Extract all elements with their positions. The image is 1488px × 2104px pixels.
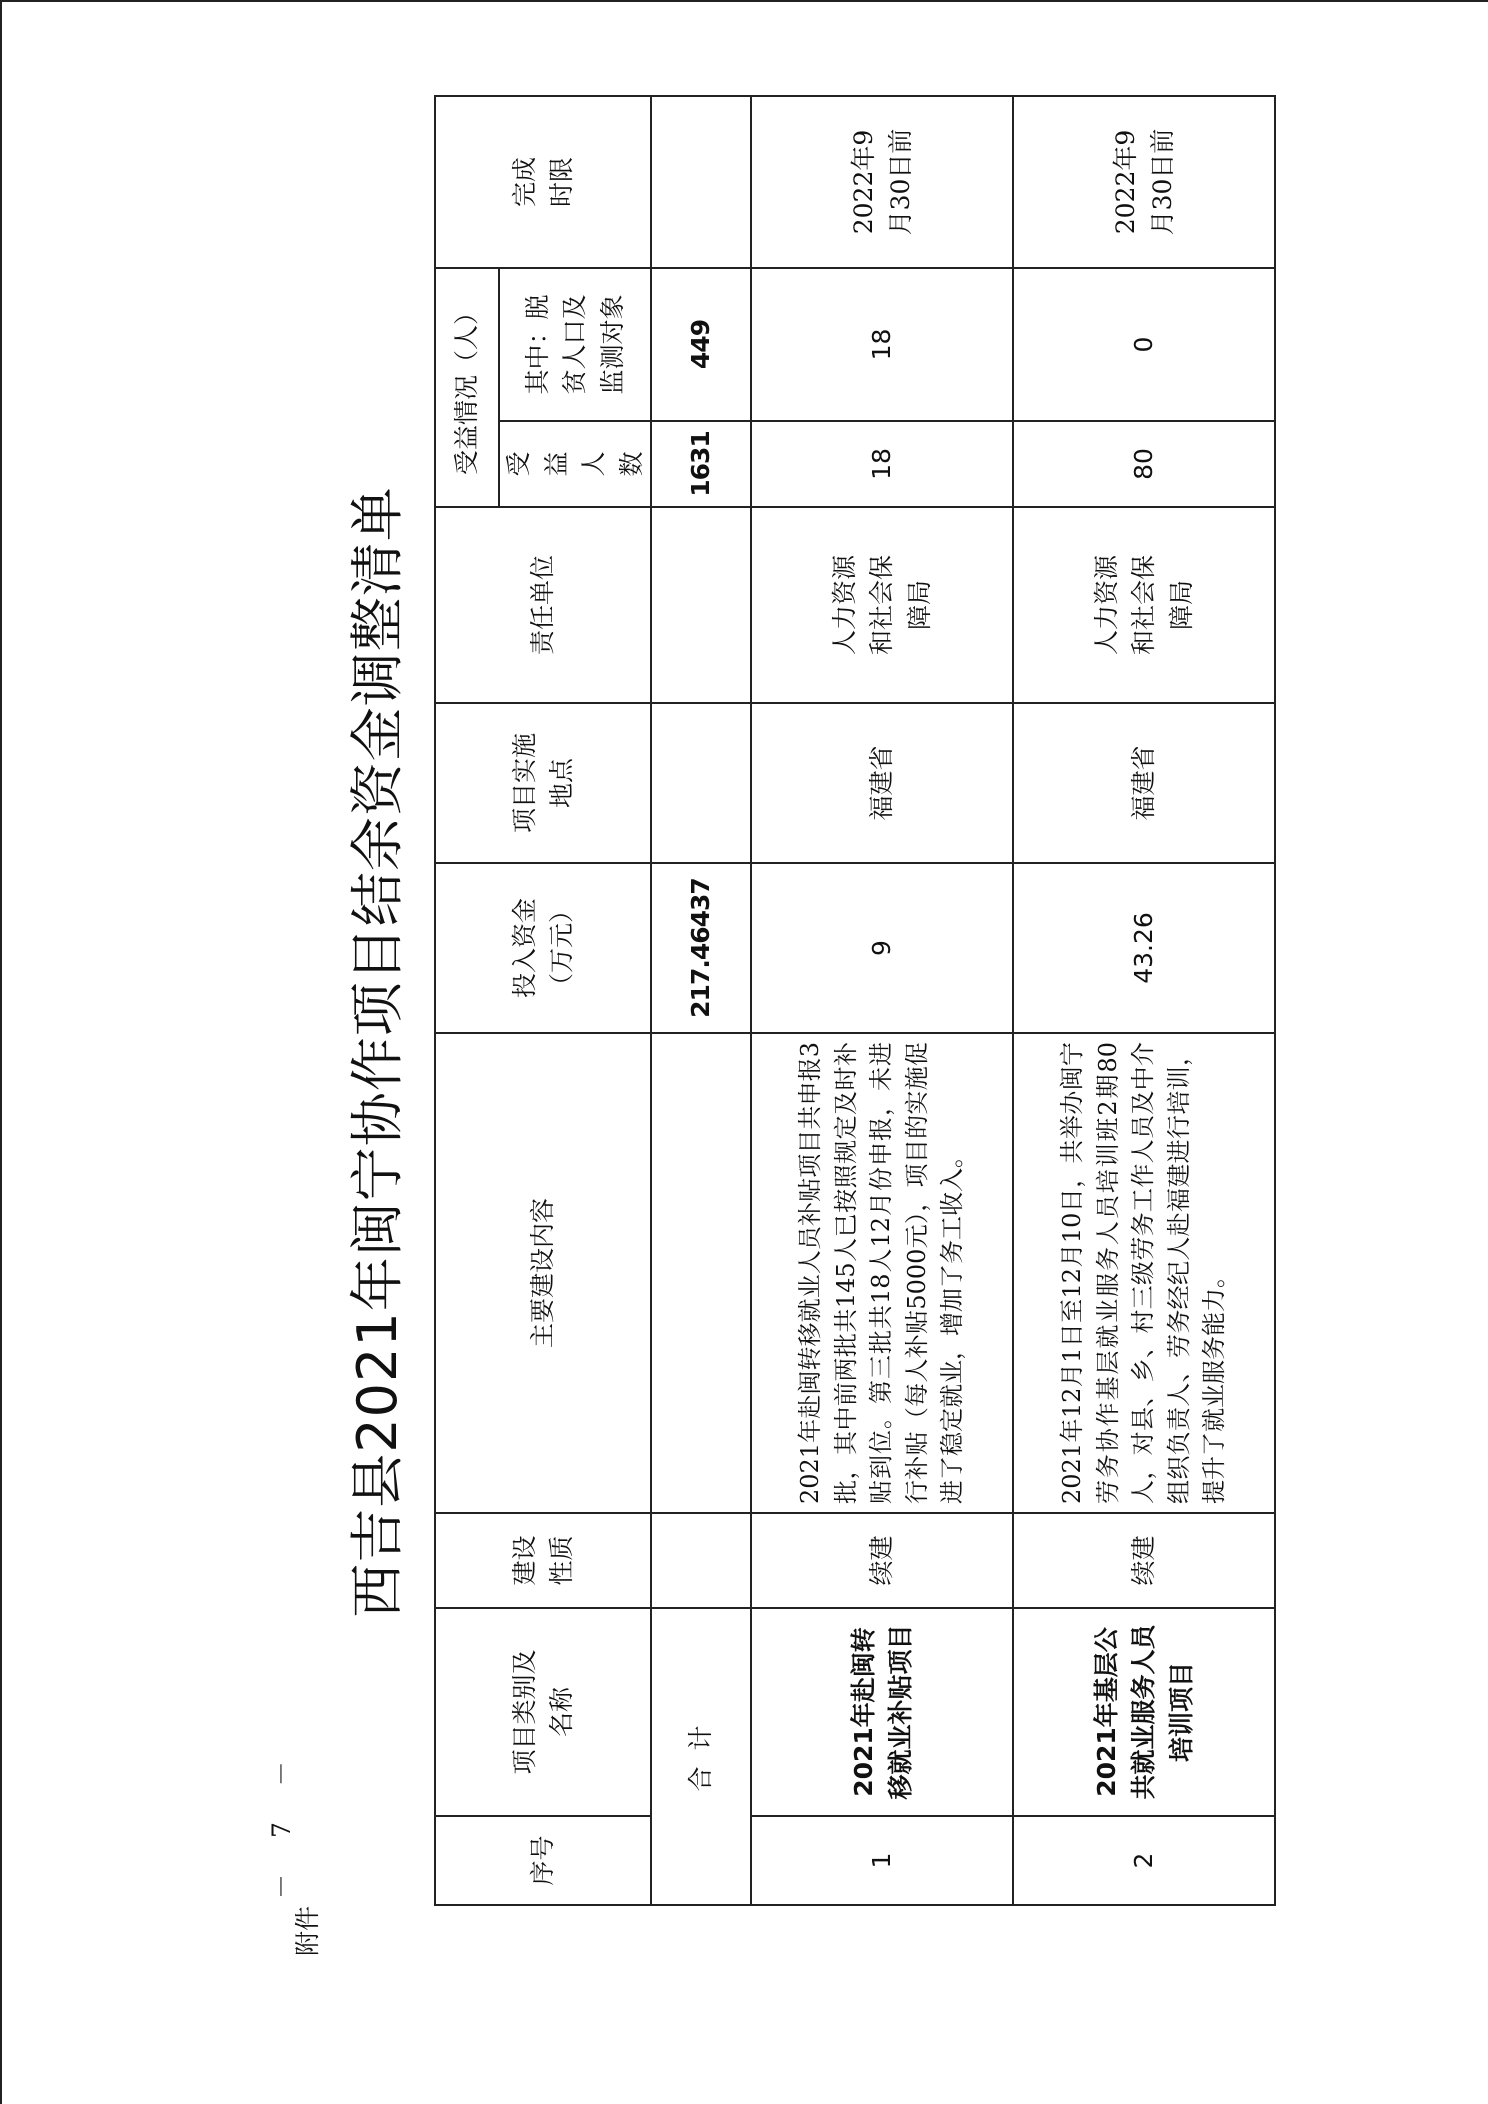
table-row (751, 96, 1013, 1905)
table-row (1013, 96, 1275, 1905)
total-responsible-empty (651, 507, 751, 703)
row-location: 福建省 (751, 703, 1013, 863)
header-row-1 (435, 96, 499, 1905)
total-location-empty (651, 703, 751, 863)
row-poverty: 18 (751, 268, 1013, 421)
header-nature: 建设性质 (435, 1513, 651, 1608)
total-row (651, 96, 751, 1905)
row-funds: 43.26 (1013, 863, 1275, 1033)
row-beneficiaries: 80 (1013, 421, 1275, 507)
row-deadline: 2022年9月30日前 (1013, 96, 1275, 268)
header-seq: 序号 (435, 1816, 651, 1905)
total-deadline-empty (651, 96, 751, 268)
row-name: 2021年基层公共就业服务人员培训项目 (1013, 1608, 1275, 1816)
row-responsible: 人力资源和社会保障局 (751, 507, 1013, 703)
adjustment-table (434, 95, 1276, 1906)
row-responsible: 人力资源和社会保障局 (1013, 507, 1275, 703)
row-deadline: 2022年9月30日前 (751, 96, 1013, 268)
row-seq: 1 (751, 1816, 1013, 1905)
total-content-empty (651, 1033, 751, 1513)
header-responsible: 责任单位 (435, 507, 651, 703)
row-seq: 2 (1013, 1816, 1275, 1905)
header-beneficiaries: 受益人数 (499, 421, 651, 507)
row-beneficiaries: 18 (751, 421, 1013, 507)
total-nature-empty (651, 1513, 751, 1608)
header-funds: 投入资金（万元） (435, 863, 651, 1033)
page-number: － 7 － (267, 1747, 296, 1899)
row-content: 2021年赴闽转移就业人员补贴项目共申报3批，其中前两批共145人已按照规定及时补贴到位。第三批共18人12月份申报，未进行补贴（每人补贴5000元），项目的实施促进了稳定就业，增加了务工收入。 (751, 1033, 1013, 1513)
total-beneficiaries: 1631 (651, 421, 751, 507)
row-location: 福建省 (1013, 703, 1275, 863)
total-label: 合 计 (651, 1608, 751, 1905)
row-nature: 续建 (751, 1513, 1013, 1608)
total-poverty: 449 (651, 268, 751, 421)
total-funds: 217.46437 (651, 863, 751, 1033)
header-deadline: 完成时限 (435, 96, 651, 268)
row-funds: 9 (751, 863, 1013, 1033)
header-content: 主要建设内容 (435, 1033, 651, 1513)
row-name: 2021年赴闽转移就业补贴项目 (751, 1608, 1013, 1816)
header-location: 项目实施地点 (435, 703, 651, 863)
header-category: 项目类别及名称 (435, 1608, 651, 1816)
attachment-label: 附件 (293, 1905, 322, 1956)
row-nature: 续建 (1013, 1513, 1275, 1608)
header-poverty: 其中：脱贫人口及监测对象 (499, 268, 651, 421)
header-benefit-group: 受益情况（人） (435, 268, 499, 507)
row-content: 2021年12月1日至12月10日，共举办闽宁劳务协作基层就业服务人员培训班2期80人，对县、乡、村三级劳务工作人员及中介组织负责人、劳务经纪人赴福建进行培训，提升了就业服务能力。 (1013, 1033, 1275, 1513)
page-title: 西吉县2021年闽宁协作项目结余资金调整清单 (346, 486, 409, 1618)
row-poverty: 0 (1013, 268, 1275, 421)
